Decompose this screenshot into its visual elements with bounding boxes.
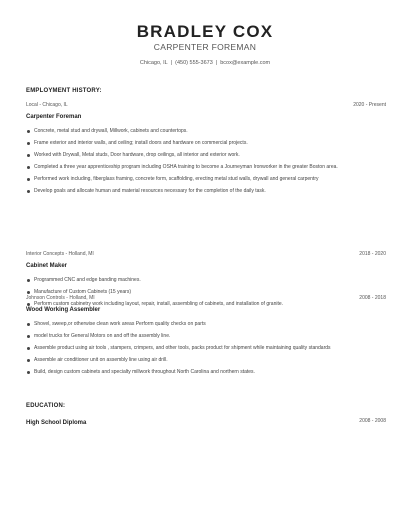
contact-phone: (450) 555-3673 (175, 60, 213, 66)
job-bullet-list (26, 321, 386, 375)
job-title: Cabinet Maker (26, 263, 68, 269)
contact-city: Chicago, IL (139, 60, 168, 66)
job-meta (26, 251, 386, 259)
candidate-title: CARPENTER FOREMAN (153, 42, 257, 52)
job-bullet: model trucks for General Motors on and off the assembly line. (26, 333, 386, 339)
job-bullet: Manufacture of Custom Cabinets (15 years) (26, 289, 386, 295)
contact-separator: | (215, 60, 218, 66)
education-entry (26, 418, 386, 426)
job-bullet: Build, design custom cabinets and specialty millwork throughout North Carolina and northern states. (26, 369, 386, 375)
job-dates: 2008 - 2018 (359, 295, 386, 301)
job-bullet: Concrete, metal stud and drywall, Millwork, cabinets and countertops. (26, 128, 386, 134)
education-degree: High School Diploma (26, 420, 87, 426)
job-bullet: Performed work including, fiberglass framing, concrete form, scaffolding, erecting metal stud walls, drywall and general carpentry (26, 176, 386, 182)
job-bullet: Frame exterior and interior walls, and ceiling; install doors and hardware on commercial projects. (26, 140, 386, 146)
education-dates: 2008 - 2008 (359, 418, 386, 424)
job-bullet: Completed a three year apprenticeship program including OSHA training to become a Journeyman Ironworker in the greater Boston area. (26, 164, 386, 170)
job-entry (26, 102, 386, 200)
job-meta (26, 102, 386, 110)
job-bullet: Worked with Drywall, Metal studs, Door hardware, drop ceilings, all interior and exterior work. (26, 152, 386, 158)
job-dates: 2018 - 2020 (359, 251, 386, 257)
contact-separator: | (170, 60, 173, 66)
job-bullet: Programmed CNC and edge banding machines. (26, 277, 386, 283)
job-entry (26, 295, 386, 381)
job-employer: Local - Chicago, IL (26, 102, 68, 108)
job-bullet: Perform custom cabinetry work including layout, repair, install, assembling of cabinets, and installation of granite. (26, 301, 386, 307)
job-employer: Johnson Controls - Holland, MI (26, 295, 95, 301)
contact-line (0, 60, 410, 66)
job-title: Wood Working Assembler (26, 307, 101, 313)
candidate-name: BRADLEY COX (136, 22, 274, 41)
job-bullet: Assemble product using air tools , stampers, crimpers, and other tools, packs product for shipment while maintaining quality standards (26, 345, 386, 351)
employment-heading: EMPLOYMENT HISTORY: (26, 88, 102, 94)
job-bullet-list (26, 128, 386, 194)
job-bullet: Shovel, sweep,or otherwise clean work areas Perform quality checks on parts (26, 321, 386, 327)
job-dates: 2020 - Present (353, 102, 386, 108)
job-bullet: Assemble air conditioner unit on assembly line using air drill. (26, 357, 386, 363)
job-bullet: Develop goals and allocate human and material resources necessary for the completion of the daily task. (26, 188, 386, 194)
job-title: Carpenter Foreman (26, 114, 82, 120)
contact-email[interactable]: bcox@example.com (220, 60, 271, 66)
education-heading: EDUCATION: (26, 403, 66, 409)
job-employer: Interior Concepts - Holland, MI (26, 251, 94, 257)
job-meta (26, 295, 386, 303)
